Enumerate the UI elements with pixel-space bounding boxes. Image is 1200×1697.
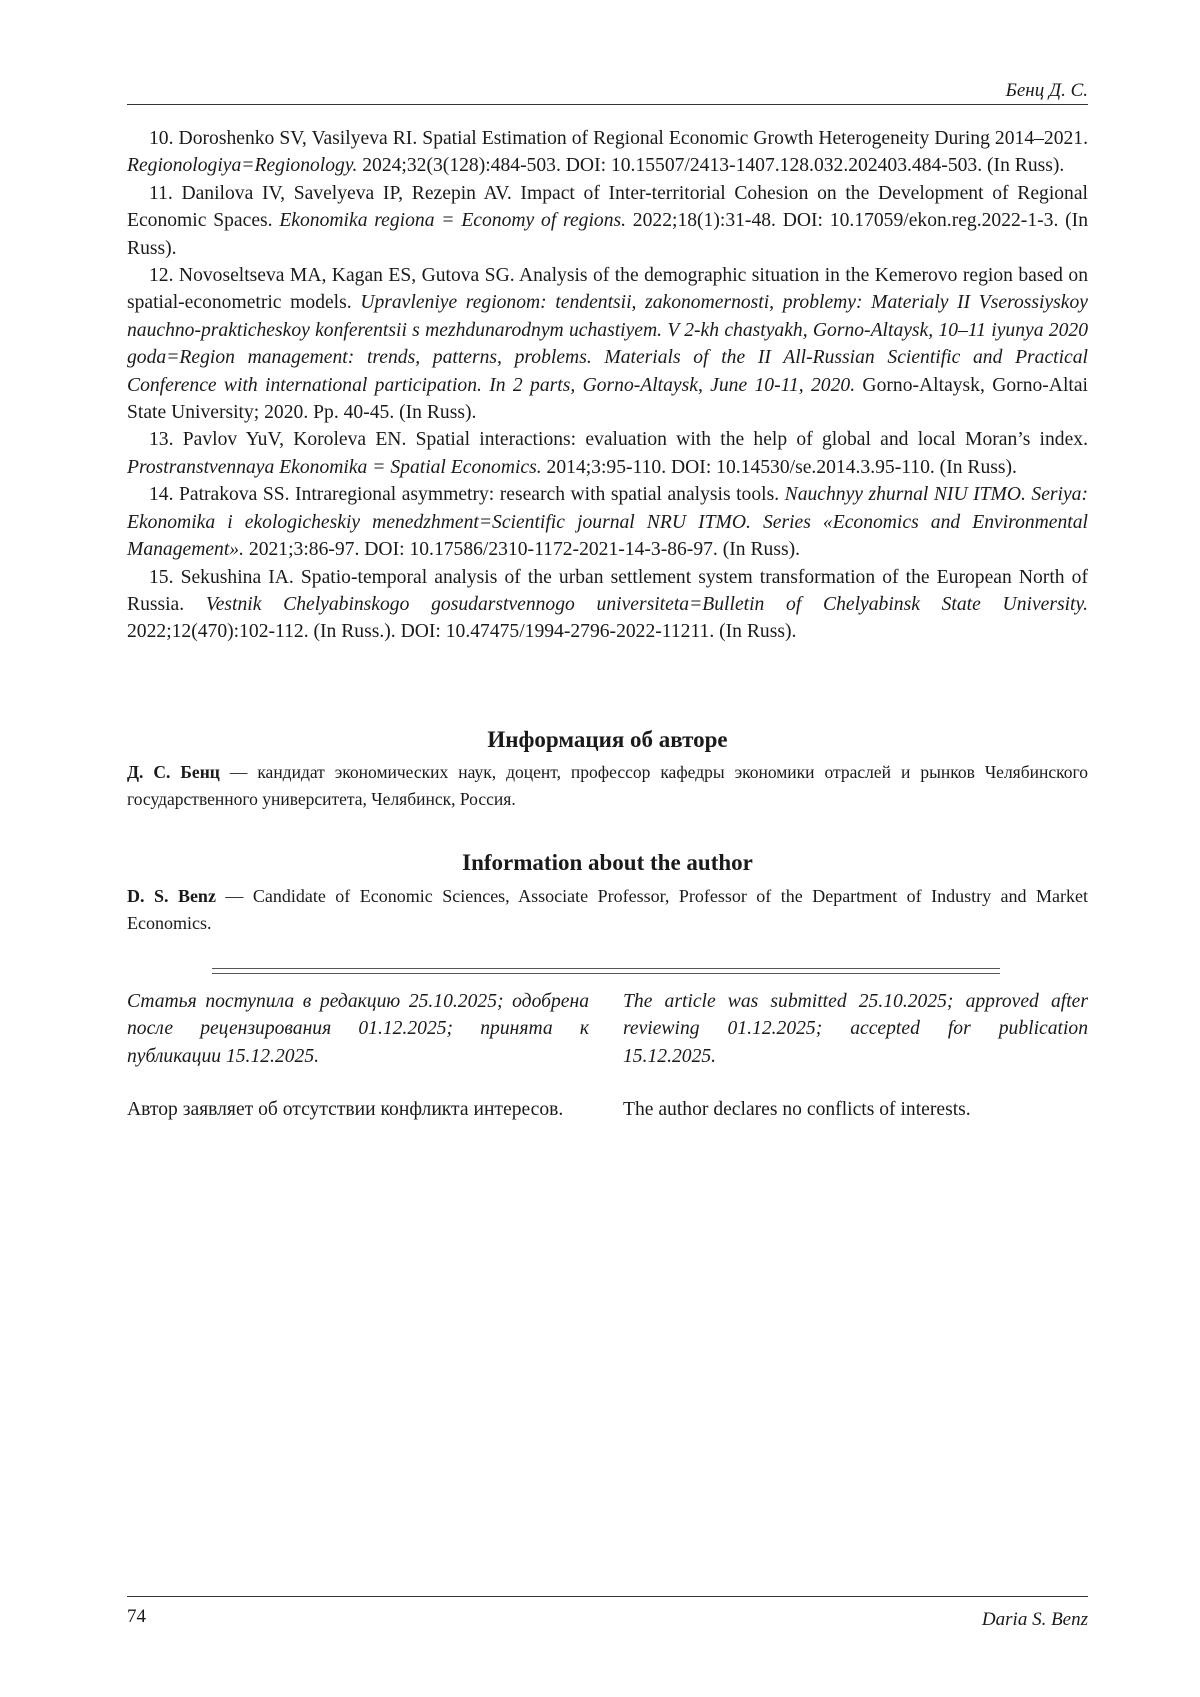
running-head: Бенц Д. С. (1005, 80, 1088, 101)
reference-12: 12. Novoseltseva MA, Kagan ES, Gutova SG. Analysis of the demographic situation in the Kemerovo region based on spatial-econometric models. Upravleniye regionom: tendentsii, zakonomernosti, problemy: Materialy II Vserossiyskoy nauchno-prakticheskoy konferentsii s mezhdunarodnym uchastiyem. V 2-kh chastyakh, Gorno-Altaysk, 10–11 iyunya 2020 goda=Region management: trends, patterns, problems. Materials of the II All-Russian Scientific and Practical Conference with international participation. In 2 parts, Gorno-Altaysk, June 10-11, 2020. Gorno-Altaysk, Gorno-Altai State University; 2020. Pp. 40-45. (In Russ). (127, 265, 1088, 424)
reference-14: 14. Patrakova SS. Intraregional asymmetry: research with spatial analysis tools. Nauchnyy zhurnal NIU ITMO. Seriya: Ekonomika i ekologicheskiy menedzhment=Scientific journal NRU ITMO. Series «Economics and Environmental Management». 2021;3:86-97. DOI: 10.17586/2310-1172-2021-14-3-86-97. (In Russ). (127, 484, 1088, 561)
submission-column-ru (127, 988, 589, 1124)
footer-rule (127, 1596, 1088, 1597)
page-number: 74 (127, 1606, 146, 1627)
submission-column-en (623, 988, 1088, 1124)
reference-list (127, 125, 1088, 646)
reference-10: 10. Doroshenko SV, Vasilyeva RI. Spatial Estimation of Regional Economic Growth Heterogeneity During 2014–2021. Regionologiya=Regionology. 2024;32(3(128):484-503. DOI: 10.15507/2413-1407.128.032.202403.484-503. (In Russ). (127, 128, 1088, 177)
reference-13: 13. Pavlov YuV, Koroleva EN. Spatial interactions: evaluation with the help of global and local Moran’s index. Prostranstvennaya Ekonomika = Spatial Economics. 2014;3:95-110. DOI: 10.14530/se.2014.3.95-110. (In Russ). (127, 429, 1088, 478)
footer-author: Daria S. Benz (981, 1609, 1088, 1630)
reference-11: 11. Danilova IV, Savelyeva IP, Rezepin AV. Impact of Inter-territorial Cohesion on the Development of Regional Economic Spaces. Ekonomika regiona = Economy of regions. 2022;18(1):31-48. DOI: 10.17059/ekon.reg.2022-1-3. (In Russ). (127, 182, 1088, 259)
double-separator (212, 968, 1000, 974)
author-info-en: D. S. Benz — Candidate of Economic Sciences, Associate Professor, Professor of the Department of Industry and Market Economics. (127, 886, 1088, 933)
header-rule (127, 104, 1088, 105)
reference-15: 15. Sekushina IA. Spatio-temporal analysis of the urban settlement system transformation of the European North of Russia. Vestnik Chelyabinskogo gosudarstvennogo universiteta=Bulletin of Chelyabinsk State University. 2022;12(470):102-112. (In Russ.). DOI: 10.47475/1994-2796-2022-11211. (In Russ). (127, 566, 1088, 643)
author-info-title-ru: Информация об авторе (487, 727, 728, 752)
conflict-statement-ru: Автор заявляет об отсутствии конфликта интересов. (127, 1099, 564, 1121)
submission-dates-ru: Статья поступила в редакцию 25.10.2025; одобрена после рецензирования 01.12.2025; принята к публикации 15.12.2025. (127, 991, 589, 1067)
author-info-ru: Д. С. Бенц — кандидат экономических наук, доцент, профессор кафедры экономики отраслей и рынков Челябинского государственного университета, Челябинск, Россия. (127, 762, 1088, 809)
conflict-statement-en: The author declares no conflicts of interests. (623, 1099, 971, 1121)
submission-dates-en: The article was submitted 25.10.2025; approved after reviewing 01.12.2025; accepted for publication 15.12.2025. (623, 991, 1088, 1067)
author-info-title-en: Information about the author (462, 850, 753, 875)
